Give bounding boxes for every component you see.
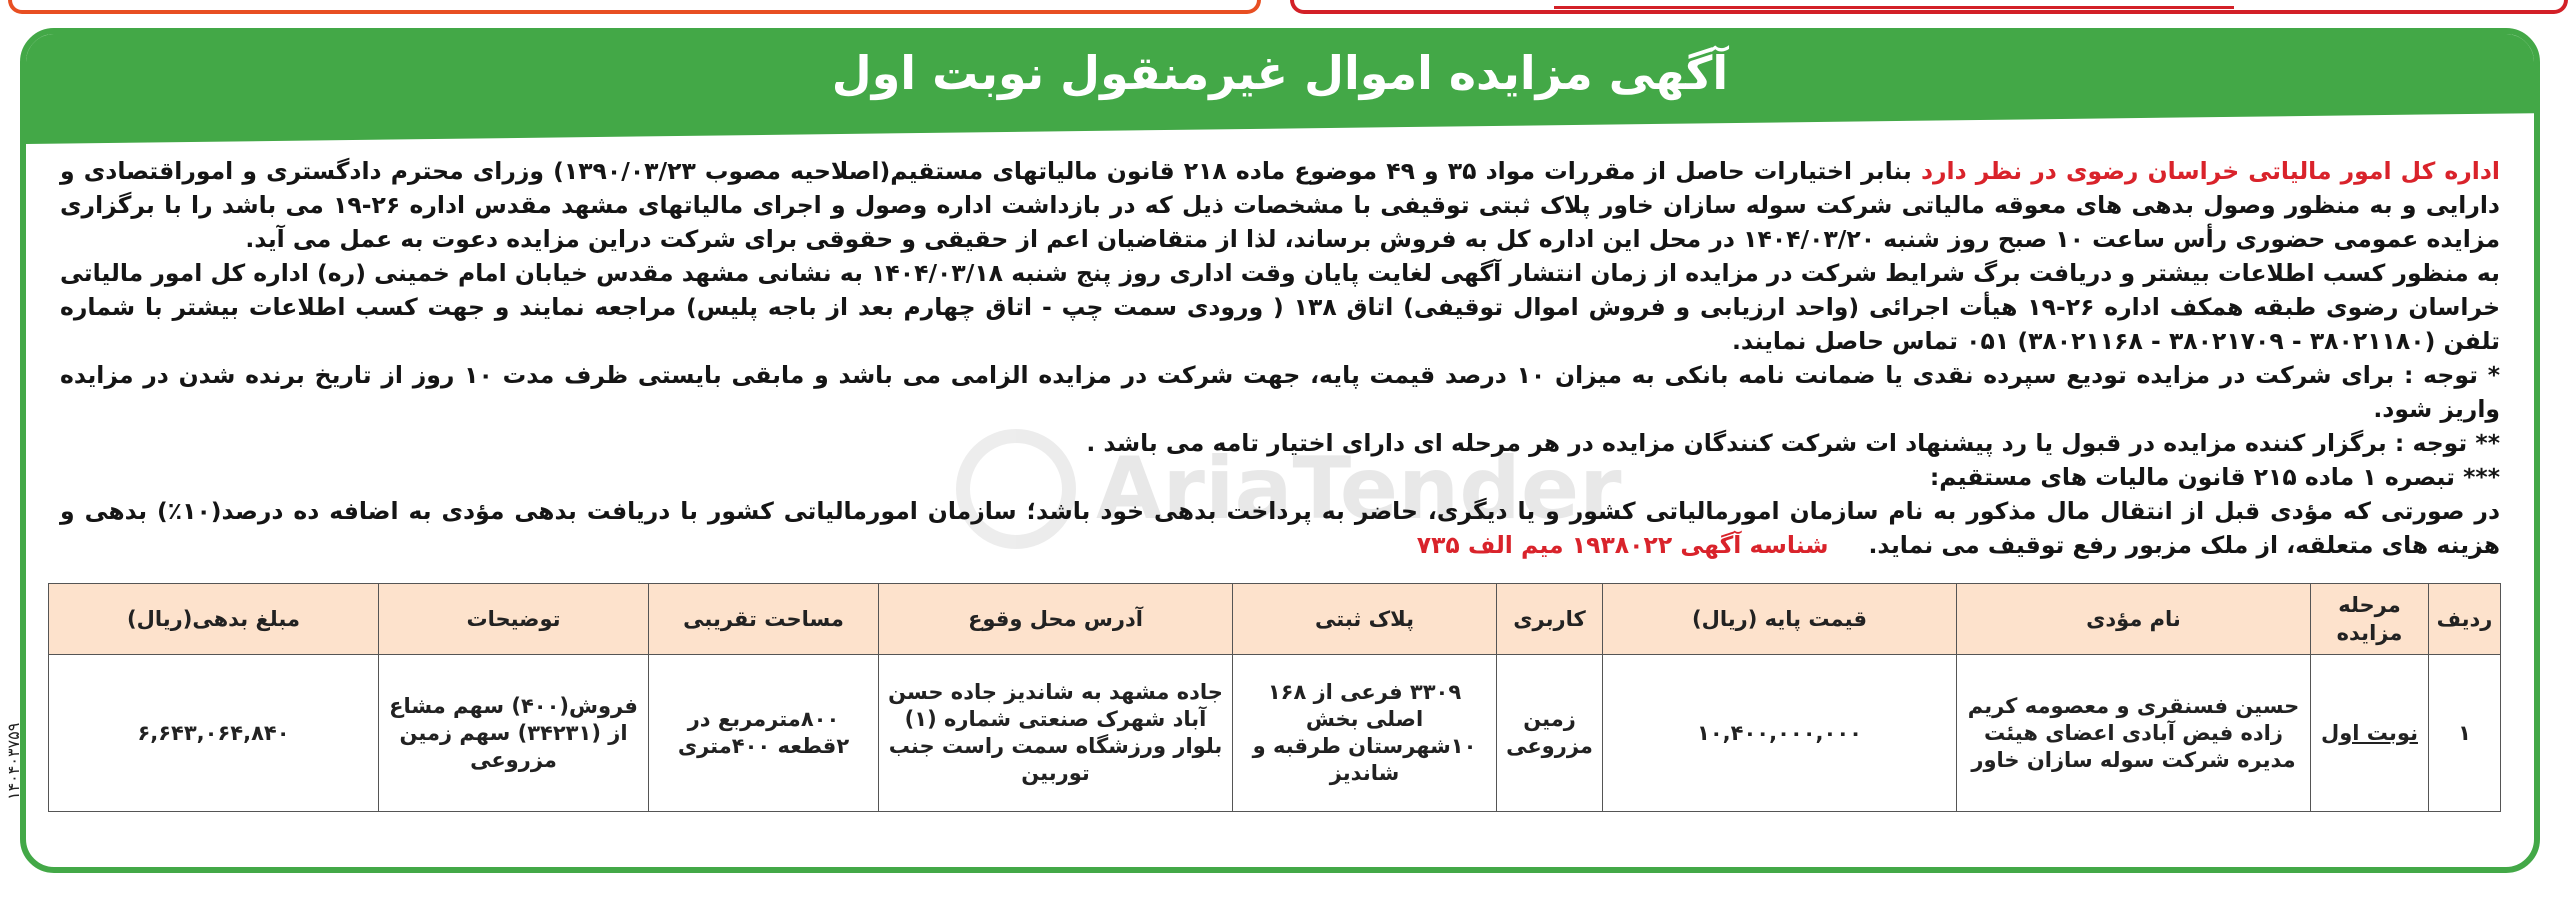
cell-plate: ۳۳۰۹ فرعی از ۱۶۸ اصلی بخش ۱۰شهرستان طرقبه و شاندیز	[1233, 655, 1497, 812]
cell-usage: زمین مزروعی	[1497, 655, 1603, 812]
info-paragraph: به منظور کسب اطلاعات بیشتر و دریافت برگ شرایط شرکت در مزایده از زمان انتشار آگهی لغایت پایان وقت اداری روز پنج شنبه ۱۴۰۴/۰۳/۱۸ به نشانی مشهد مقدس خیابان امام خمینی (ره) اداره کل امور مالیاتی خراسان رضوی طبقه همکف اداره ۲۶-۱۹ هیأت اجرائی (واحد ارزیابی و فروش اموال توقیفی) اتاق ۱۳۸ ( ورودی سمت چپ - اتاق چهارم بعد از باجه پلیس) مراجعه نمایند و جهت کسب اطلاعات بیشتر با شماره تلفن (۳۸۰۲۱۱۸۰ - ۳۸۰۲۱۷۰۹ - ۳۸۰۲۱۱۶۸) ۰۵۱ تماس حاصل نمایند.	[60, 259, 2500, 355]
cell-area: ۸۰۰مترمربع در ۲قطعه ۴۰۰متری	[649, 655, 879, 812]
header-area: مساحت تقریبی	[649, 584, 879, 655]
release-text: در صورتی که مؤدی قبل از انتقال مال مذکور به نام سازمان امورمالیاتی کشور و یا دیگری، حاضر به پرداخت بدهی خود باشد؛ سازمان امورمالیاتی کشور با دریافت بدهی مؤدی به اضافه ده درصد(۱۰٪) بدهی و هزینه های متعلقه، از ملک مزبور رفع توقیف می نماید.	[60, 497, 2500, 559]
note-law: *** تبصره ۱ ماده ۲۱۵ قانون مالیات های مستقیم:	[1929, 463, 2500, 491]
header-description: توضیحات	[379, 584, 649, 655]
header-name: نام مؤدی	[1957, 584, 2311, 655]
ad-id: شناسه آگهی ۱۹۳۸۰۲۲ میم الف ۷۳۵	[1416, 531, 1829, 559]
property-table	[48, 583, 2501, 812]
table-row	[49, 655, 2501, 812]
top-border-right	[1290, 0, 2568, 14]
cell-address: جاده مشهد به شاندیز جاده حسن آباد شهرک صنعتی شماره (۱) بلوار ورزشگاه سمت راست جنب توربین	[879, 655, 1233, 812]
top-border-left	[8, 0, 1261, 14]
organization-name: اداره کل امور مالیاتی خراسان رضوی در نظر دارد	[1920, 157, 2500, 185]
note-deposit: * توجه : برای شرکت در مزایده تودیع سپرده نقدی یا ضمانت نامه بانکی به میزان ۱۰ درصد قیمت پایه، جهت شرکت در مزایده الزامی می باشد و مابقی بایستی ظرف مدت ۱۰ روز از تاریخ برنده شدن در مزایده واریز شود.	[60, 361, 2500, 423]
intro-text: بنابر اختیارات حاصل از مقررات مواد ۳۵ و ۴۹ موضوع ماده ۲۱۸ قانون مالیاتهای مستقیم(اصلاحیه مصوب ۱۳۹۰/۰۳/۲۳) وزرای محترم دادگستری و اموراقتصادی و دارایی و به منظور وصول بدهی های معوقه مالیاتی شرکت سوله سازان خاور پلاک ثبتی توقیفی با مشخصات ذیل که در بازداشت اداره وصول و اجرای مالیاتهای مشهد مقدس اداره ۲۶-۱۹ می باشد را با برگزاری مزایده عمومی حضوری رأس ساعت ۱۰ صبح روز شنبه ۱۴۰۴/۰۳/۲۰ در محل این اداره کل به فروش برساند، لذا از متقاضیان اعم از حقیقی و حقوقی برای شرکت دراین مزایده دعوت به عمل می آید.	[60, 157, 2500, 253]
header-usage: کاربری	[1497, 584, 1603, 655]
ad-body	[60, 154, 2500, 562]
cell-base-price: ۱۰,۴۰۰,۰۰۰,۰۰۰	[1603, 655, 1957, 812]
cell-stage: نوبت اول	[2311, 655, 2429, 812]
header-base-price: قیمت پایه (ریال)	[1603, 584, 1957, 655]
header-stage: مرحله مزایده	[2311, 584, 2429, 655]
cell-debt: ۶,۶۴۳,۰۶۴,۸۴۰	[49, 655, 379, 812]
watermark-text: AriaTender	[1096, 439, 1622, 539]
release-paragraph	[60, 494, 2500, 562]
note-authority: ** توجه : برگزار کننده مزایده در قبول یا رد پیشنهاد ات شرکت کنندگان مزایده در هر مرحله ای دارای اختیار تامه می باشد .	[1086, 429, 2500, 457]
side-code: ۱۴۰۴۰۳۷۵۹	[4, 722, 23, 800]
header-debt: مبلغ بدهی(ریال)	[49, 584, 379, 655]
cell-name: حسین فسنقری و معصومه کریم زاده فیض آبادی اعضای هیئت مدیره شرکت سوله سازان خاور	[1957, 655, 2311, 812]
header-row-number: ردیف	[2429, 584, 2501, 655]
header-plate: پلاک ثبتی	[1233, 584, 1497, 655]
intro-paragraph	[60, 154, 2500, 256]
header-address: آدرس محل وقوع	[879, 584, 1233, 655]
table-header-row	[49, 584, 2501, 655]
cell-description: فروش(۴۰۰) سهم مشاع از (۳۴۲۳۱) سهم زمین مزروعی	[379, 655, 649, 812]
ad-title: آگهی مزایده اموال غیرمنقول نوبت اول	[831, 46, 1729, 100]
cell-row-number: ۱	[2429, 655, 2501, 812]
